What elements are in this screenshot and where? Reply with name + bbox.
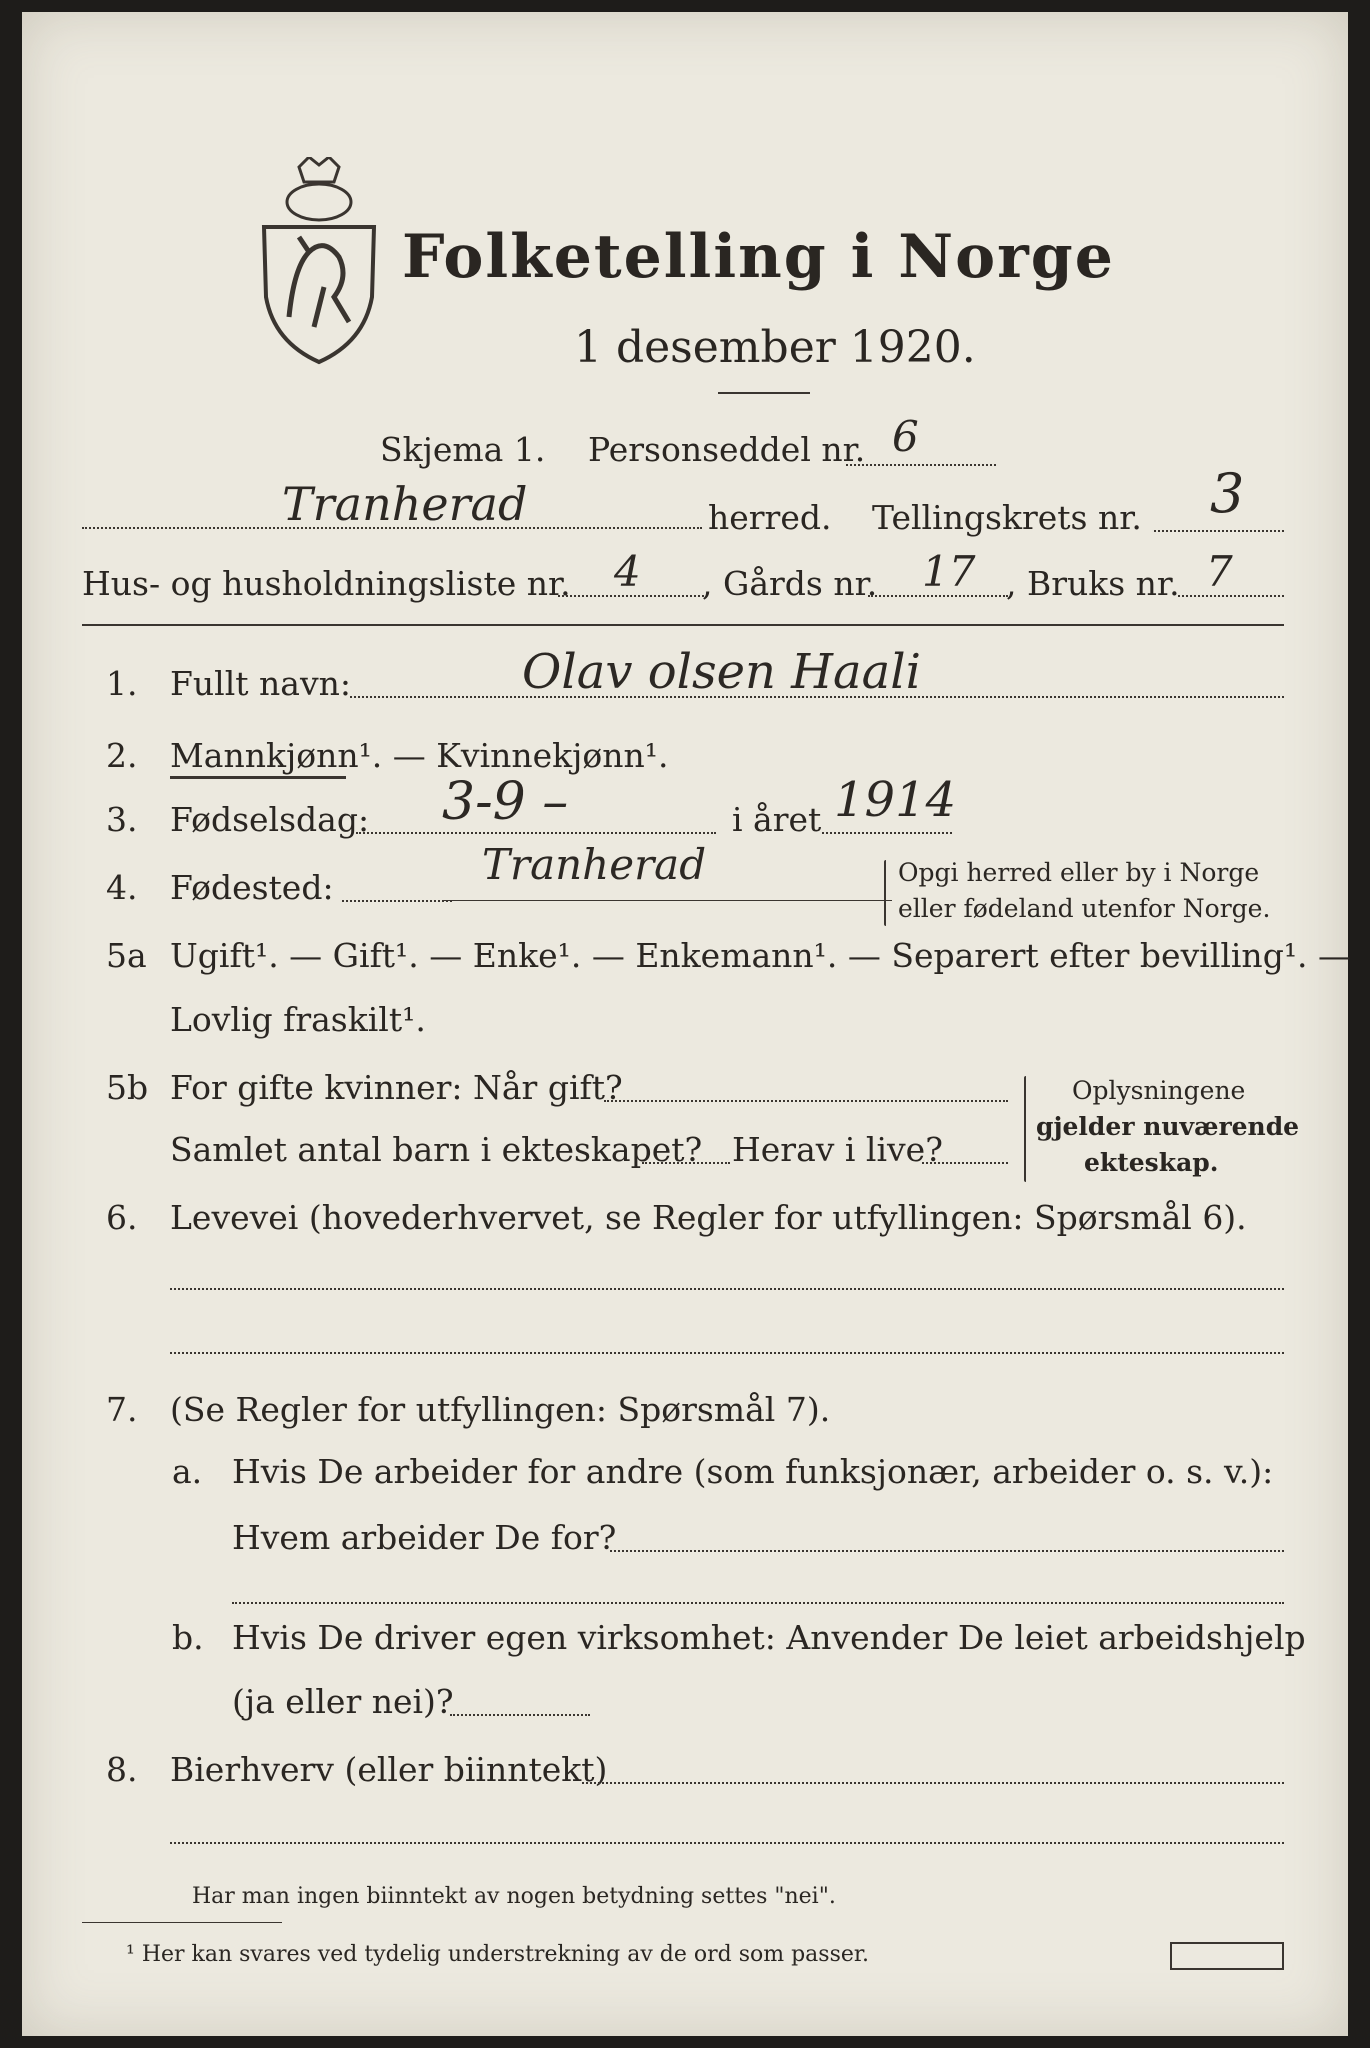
bruks-label: , Bruks nr. <box>1006 564 1180 603</box>
occupation-line-1[interactable] <box>170 1288 1284 1290</box>
coat-of-arms-icon <box>254 157 384 367</box>
q4-number: 4. <box>106 868 138 907</box>
q7-label: (Se Regler for utfyllingen: Spørsmål 7). <box>170 1390 831 1429</box>
q4-label: Fødested: <box>170 868 334 907</box>
q2-number: 2. <box>106 736 138 775</box>
gards-label: , Gårds nr. <box>702 564 878 603</box>
header-divider <box>82 624 1284 626</box>
income-note: Har man ingen biinntekt av nogen betydning settes "nei". <box>192 1884 836 1909</box>
q7b-label: Hvis De driver egen virksomhet: Anvender De leiet arbeidshjelp <box>232 1618 1306 1657</box>
census-form <box>22 12 1352 2036</box>
tellingskrets-label: Tellingskrets nr. <box>872 498 1142 537</box>
birthplace-note-1: Opgi herred eller by i Norge <box>898 858 1260 887</box>
q7b-yesno-label: (ja eller nei)? <box>232 1682 454 1721</box>
q1-label: Fullt navn: <box>170 664 351 703</box>
full-name-value[interactable]: Olav olsen Haali <box>522 644 921 700</box>
q7a-employer-label: Hvem arbeider De for? <box>232 1518 617 1557</box>
gards-value[interactable]: 17 <box>922 547 976 596</box>
q7-number: 7. <box>106 1390 138 1429</box>
personseddel-value[interactable]: 6 <box>892 412 919 461</box>
form-date: 1 desember 1920. <box>574 322 976 373</box>
birthyear-value[interactable]: 1914 <box>834 772 957 828</box>
q5b-label: For gifte kvinner: Når gift? <box>170 1068 623 1107</box>
employer-line[interactable] <box>610 1550 1284 1552</box>
hus-label: Hus- og husholdningsliste nr. <box>82 564 571 603</box>
herred-value[interactable]: Tranherad <box>282 477 528 531</box>
form-title: Folketelling i Norge <box>402 222 1115 292</box>
tellingskrets-value[interactable]: 3 <box>1210 462 1245 525</box>
q1-number: 1. <box>106 664 138 703</box>
employer-line-2[interactable] <box>232 1602 1284 1604</box>
q7a-letter: a. <box>172 1452 203 1491</box>
q5b-alive-label: Herav i live? <box>732 1130 943 1169</box>
skjema-label: Skjema 1. <box>380 430 546 469</box>
side-income-line-2[interactable] <box>170 1842 1284 1844</box>
title-rule <box>718 392 810 394</box>
marriage-note-3: ekteskap. <box>1084 1148 1219 1177</box>
marital-options: Ugift¹. — Gift¹. — Enke¹. — Enkemann¹. — Separert efter bevilling¹. — <box>170 936 1352 975</box>
personseddel-label: Personseddel nr. <box>588 430 866 469</box>
q8-label: Bierhverv (eller biinntekt) <box>170 1750 608 1789</box>
q5a-number: 5a <box>106 936 147 975</box>
herred-label: herred. <box>708 498 832 537</box>
q6-label: Levevei (hovederhvervet, se Regler for utfyllingen: Spørsmål 6). <box>170 1198 1247 1237</box>
occupation-line-2[interactable] <box>170 1352 1284 1354</box>
year-label: i året <box>732 800 822 839</box>
birthplace-value[interactable]: Tranherad <box>482 840 707 889</box>
q3-label: Fødselsdag: <box>170 800 370 839</box>
q7b-letter: b. <box>172 1618 204 1657</box>
bruks-value[interactable]: 7 <box>1206 547 1233 596</box>
printer-stamp-icon <box>1170 1942 1284 1970</box>
q8-number: 8. <box>106 1750 138 1789</box>
footnote: ¹ Her kan svares ved tydelig understrekning av de ord som passer. <box>126 1942 869 1967</box>
marriage-note-1: Oplysningene <box>1072 1076 1246 1105</box>
q5b-children-label: Samlet antal barn i ekteskapet? <box>170 1130 703 1169</box>
marriage-note-2: gjelder nuværende <box>1036 1112 1300 1141</box>
q7a-label: Hvis De arbeider for andre (som funksjonær, arbeider o. s. v.): <box>232 1452 1274 1491</box>
side-income-line[interactable] <box>582 1782 1284 1784</box>
q3-number: 3. <box>106 800 138 839</box>
yesno-line[interactable] <box>450 1714 590 1716</box>
marital-options-2: Lovlig fraskilt¹. <box>170 1000 426 1039</box>
birthdate-value[interactable]: 3-9 – <box>442 772 569 832</box>
q6-number: 6. <box>106 1198 138 1237</box>
hus-value[interactable]: 4 <box>614 547 641 596</box>
q5b-number: 5b <box>106 1068 149 1107</box>
birthplace-note-2: eller fødeland utenfor Norge. <box>898 894 1271 923</box>
gender-underline-mann <box>170 776 346 779</box>
gender-options: Mannkjønn¹. — Kvinnekjønn¹. <box>170 736 669 775</box>
